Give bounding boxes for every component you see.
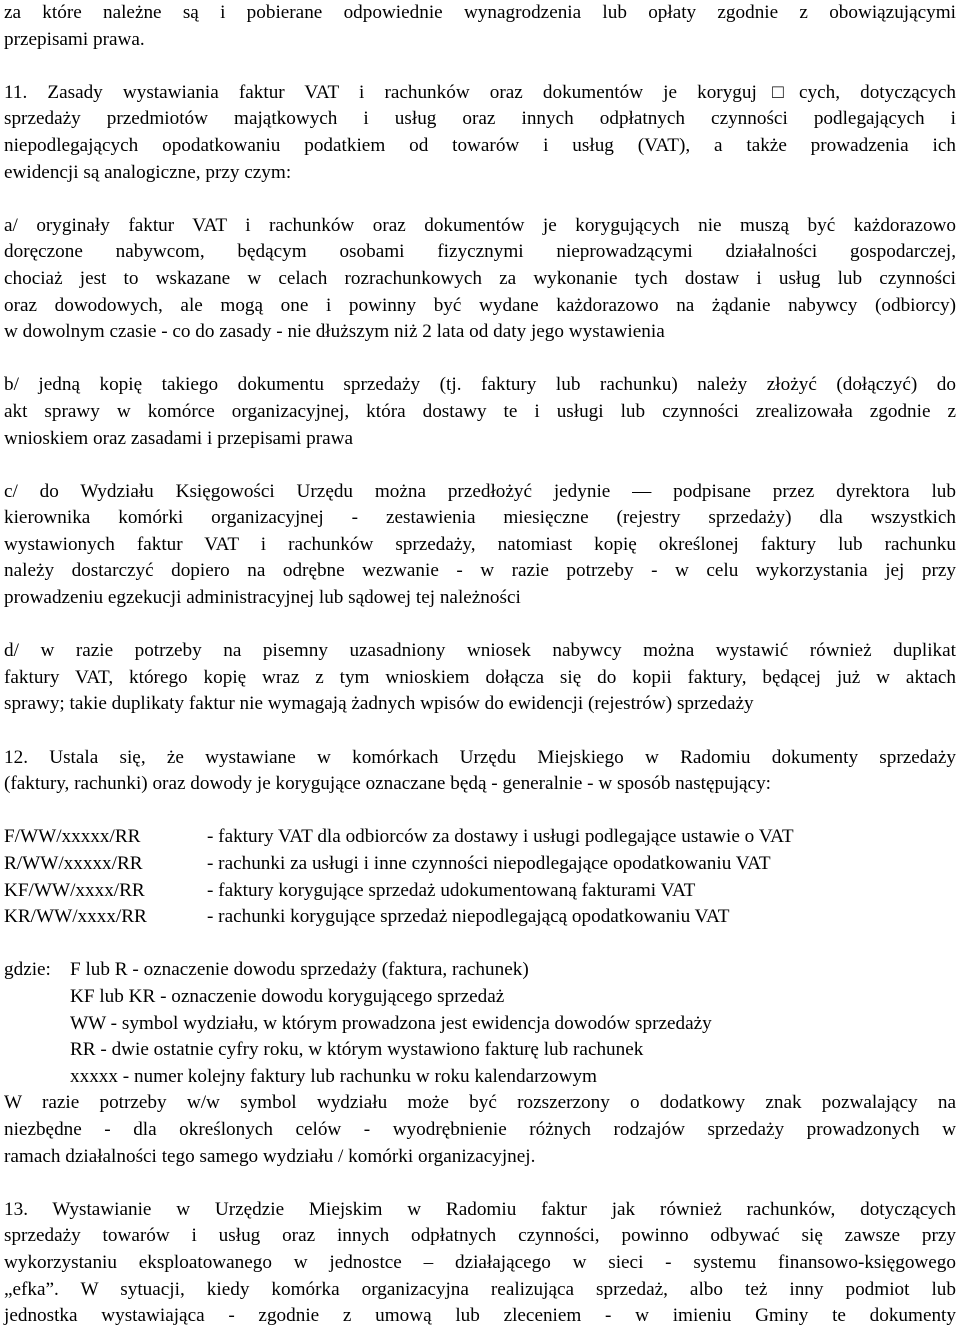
text-line: wykorzystaniu eksploatowanego w jednostce – działającego w sieci - systemu finansowo-księgowego xyxy=(4,1251,956,1273)
legend-item xyxy=(4,957,956,984)
text-line: „efka”. W sytuacji, kiedy komórka organizacyjna realizująca sprzedaż, albo też inny podmiot lub xyxy=(4,1278,956,1300)
code-description: - rachunki korygujące sprzedaż niepodlegającą opodatkowaniu VAT xyxy=(207,906,730,928)
code-row xyxy=(4,824,956,851)
text-line: sprzedaży przedmiotów majątkowych i usług oraz innych odpłatnych czynności podlegających i xyxy=(4,108,956,130)
text-line: kierownika komórki organizacyjnej - zestawienia miesięczne (rejestry sprzedaży) dla wszystkich xyxy=(4,507,956,529)
text-line: 13. Wystawianie w Urzędzie Miejskim w Radomiu faktur jak również rachunków, dotyczących xyxy=(4,1198,956,1220)
text-line: 11. Zasady wystawiania faktur VAT i rachunków oraz dokumentów je koryguj□cych, dotyczących xyxy=(4,81,956,103)
code-description: - rachunki za usługi i inne czynności niepodlegające opodatkowaniu VAT xyxy=(207,853,771,874)
paragraph-symbol-extension xyxy=(4,1090,956,1170)
text-line: prowadzeniu egzekucji administracyjnej lub sądowej tej należności xyxy=(4,587,521,609)
text-line: niepodlegających opodatkowaniu podatkiem od towarów i usług (VAT), a także prowadzenia ich xyxy=(4,134,956,156)
text-line: za które należne są i pobierane odpowiednie wynagrodzenia lub opłaty zgodnie z obowiązującymi xyxy=(4,2,956,23)
text-line: akt sprawy w komórce organizacyjnej, która dostawy te i usługi lub czynności zrealizowała zgodnie z xyxy=(4,400,956,422)
text-line: ewidencji są analogiczne, przy czym: xyxy=(4,161,292,183)
document-code-list xyxy=(4,824,956,930)
text-line: sprzedaży towarów i usług oraz innych odpłatnych czynności, powinno odbywać się zawsze przy xyxy=(4,1225,956,1247)
text-line: niezbędne - dla określonych celów - wyodrębnienie różnych rodzajów sprzedaży prowadzonych w xyxy=(4,1118,956,1140)
text-line: wnioskiem oraz zasadami i przepisami prawa xyxy=(4,427,353,449)
text-line: c/ do Wydziału Księgowości Urzędu można przedłożyć jedynie — podpisane przez dyrektora lub xyxy=(4,480,956,502)
code-row xyxy=(4,878,956,905)
paragraph-12 xyxy=(4,745,956,798)
text-line: 12. Ustala się, że wystawiane w komórkach Urzędu Miejskiego w Radomiu dokumenty sprzedaży xyxy=(4,746,956,768)
text-line: a/ oryginały faktur VAT i rachunków oraz dokumentów je korygujących nie muszą być każdorazowo xyxy=(4,214,956,236)
code-description: - faktury korygujące sprzedaż udokumentowaną fakturami VAT xyxy=(207,879,696,901)
text-line: oraz dowodowych, ale mogą one i powinny być wydane każdorazowo na żądanie nabywcy (odbiorcy) xyxy=(4,294,956,316)
paragraph-13 xyxy=(4,1197,956,1330)
code-pattern: R/WW/xxxxx/RR xyxy=(4,853,143,874)
paragraph-c xyxy=(4,479,956,612)
text-line: b/ jedną kopię takiego dokumentu sprzedaży (tj. faktury lub rachunku) należy złożyć (dołączyć) do xyxy=(4,374,956,396)
text-line: należy dostarczyć dopiero na odrębne wezwanie - w razie potrzeby - w celu wykorzystania jej przy xyxy=(4,560,956,582)
paragraph-d xyxy=(4,638,956,718)
code-pattern: KF/WW/xxxx/RR xyxy=(4,879,145,901)
code-row xyxy=(4,851,956,878)
text-line: faktury VAT, którego kopię wraz z tym wnioskiem dołącza się do kopii faktury, będącej już w aktach xyxy=(4,666,956,688)
text-line: przepisami prawa. xyxy=(4,28,145,50)
legend-item: RR - dwie ostatnie cyfry roku, w którym wystawiono fakturę lub rachunek xyxy=(70,1039,644,1061)
paragraph-11 xyxy=(4,80,956,186)
code-pattern: F/WW/xxxxx/RR xyxy=(4,826,141,848)
text-line: (faktury, rachunki) oraz dowody je korygujące oznaczane będą - generalnie - w sposób następujący: xyxy=(4,773,771,795)
legend-label: gdzie: xyxy=(4,959,51,981)
text-line: chociaż jest to wskazane w celach rozrachunkowych za wykonanie tych dostaw i usług lub czynności xyxy=(4,267,956,289)
code-row xyxy=(4,904,956,931)
legend-text: F lub R - oznaczenie dowodu sprzedaży (faktura, rachunek) xyxy=(70,959,529,981)
paragraph-a xyxy=(4,213,956,346)
code-description: - faktury VAT dla odbiorców za dostawy i usługi podlegające ustawie o VAT xyxy=(207,826,794,848)
paragraph-intro xyxy=(4,0,956,53)
document-page xyxy=(4,0,956,1330)
text-line: d/ w razie potrzeby na pisemny uzasadniony wniosek nabywcy można wystawić również duplikat xyxy=(4,640,956,662)
text-line: doręczone nabywcom, będącym osobami fizycznymi nieprowadzącymi działalności gospodarczej, xyxy=(4,241,956,263)
legend-list xyxy=(4,957,956,1090)
text-line: jednostka wystawiająca - zgodnie z umową lub zleceniem - w imieniu Gminy te dokumenty xyxy=(4,1305,956,1327)
paragraph-b xyxy=(4,372,956,452)
text-line: ramach działalności tego samego wydziału / komórki organizacyjnej. xyxy=(4,1145,536,1167)
code-pattern: KR/WW/xxxx/RR xyxy=(4,906,147,928)
legend-item: KF lub KR - oznaczenie dowodu korygującego sprzedaż xyxy=(70,985,505,1007)
legend-item: WW - symbol wydziału, w którym prowadzona jest ewidencja dowodów sprzedaży xyxy=(70,1012,712,1034)
text-line: w dowolnym czasie - co do zasady - nie dłuższym niż 2 lata od daty jego wystawienia xyxy=(4,321,665,343)
text-line: wystawionych faktur VAT i rachunków sprzedaży, natomiast kopię określonej faktury lub rachunku xyxy=(4,533,956,555)
text-line: W razie potrzeby w/w symbol wydziału może być rozszerzony o dodatkowy znak pozwalający na xyxy=(4,1092,956,1114)
text-line: sprawy; takie duplikaty faktur nie wymagają żadnych wpisów do ewidencji (rejestrów) sprzedaży xyxy=(4,693,754,715)
legend-item: xxxxx - numer kolejny faktury lub rachunku w roku kalendarzowym xyxy=(70,1065,597,1087)
